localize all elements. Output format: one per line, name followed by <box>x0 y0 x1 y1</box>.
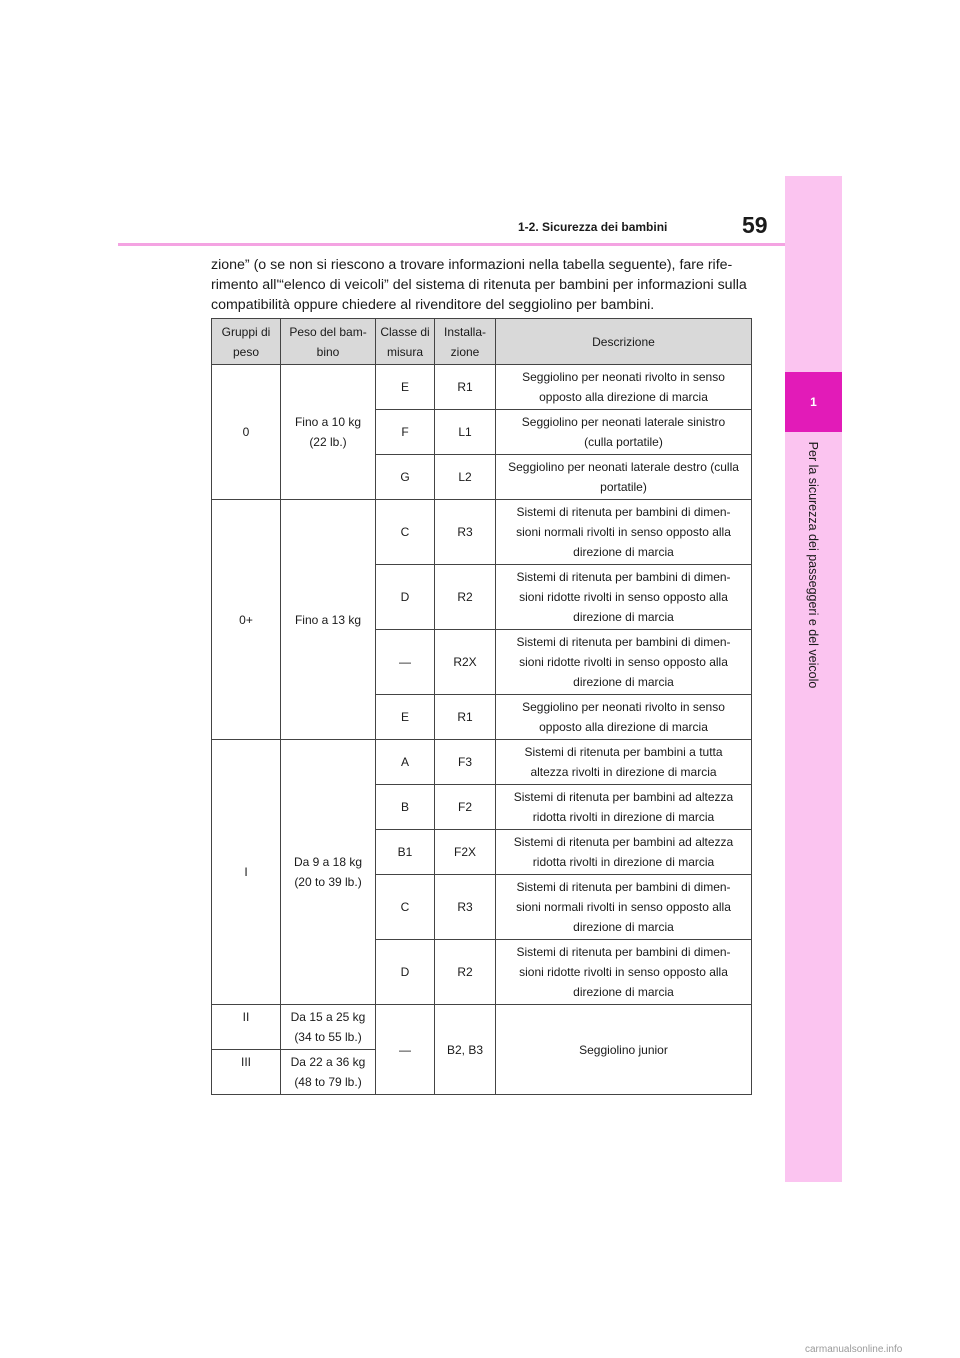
size-class-cell: G <box>376 455 435 500</box>
installation-cell: R3 <box>435 500 496 565</box>
header-divider <box>118 243 785 246</box>
chapter-number-tab[interactable]: 1 <box>785 372 842 432</box>
intro-paragraph: zione” (o se non si riescono a trovare informazioni nella tabella seguente), fare rife-rimento all'“elenco di veicoli” del sistema di ritenuta per bambini per informazioni sulla compatibilità oppure chiedere al rivenditore del seggiolino per bambini. <box>211 257 747 313</box>
size-class-cell: — <box>376 630 435 695</box>
weight-group-cell: I <box>212 740 281 1005</box>
child-seat-size-table <box>211 318 752 1095</box>
header-description: Descrizione <box>496 319 752 365</box>
table-row <box>212 740 752 785</box>
installation-cell: F2 <box>435 785 496 830</box>
installation-cell: B2, B3 <box>435 1005 496 1095</box>
chapter-title: Per la sicurezza dei passeggeri e del veicolo <box>806 441 820 689</box>
child-weight-cell: Fino a 13 kg <box>281 500 376 740</box>
size-class-cell: D <box>376 940 435 1005</box>
description-cell: Seggiolino junior <box>496 1005 752 1095</box>
size-class-cell: E <box>376 365 435 410</box>
header-child-weight: Peso del bam- bino <box>281 319 376 365</box>
description-cell: Seggiolino per neonati rivolto in senso opposto alla direzione di marcia <box>496 365 752 410</box>
description-cell: Sistemi di ritenuta per bambini ad altezza ridotta rivolti in direzione di marcia <box>496 830 752 875</box>
child-weight-cell: Da 9 a 18 kg (20 to 39 lb.) <box>281 740 376 1005</box>
description-cell: Sistemi di ritenuta per bambini di dimen- sioni normali rivolti in senso opposto alla direzione di marcia <box>496 500 752 565</box>
installation-cell: F3 <box>435 740 496 785</box>
header-size-class: Classe di misura <box>376 319 435 365</box>
size-class-cell: F <box>376 410 435 455</box>
weight-group-cell: III <box>212 1050 281 1095</box>
footer-watermark: carmanualsonline.info <box>805 1344 903 1355</box>
description-cell: Sistemi di ritenuta per bambini a tutta altezza rivolti in direzione di marcia <box>496 740 752 785</box>
installation-cell: R3 <box>435 875 496 940</box>
weight-group-cell: 0 <box>212 365 281 500</box>
page-number: 59 <box>742 212 768 238</box>
size-class-cell: A <box>376 740 435 785</box>
installation-cell: R2 <box>435 940 496 1005</box>
size-class-cell: E <box>376 695 435 740</box>
table-row <box>212 365 752 410</box>
size-class-cell: B1 <box>376 830 435 875</box>
child-weight-cell: Da 22 a 36 kg (48 to 79 lb.) <box>281 1050 376 1095</box>
installation-cell: R2X <box>435 630 496 695</box>
child-weight-cell: Da 15 a 25 kg (34 to 55 lb.) <box>281 1005 376 1050</box>
installation-cell: F2X <box>435 830 496 875</box>
installation-cell: R1 <box>435 695 496 740</box>
description-cell: Seggiolino per neonati laterale sinistro (culla portatile) <box>496 410 752 455</box>
size-class-cell: C <box>376 875 435 940</box>
child-weight-cell: Fino a 10 kg (22 lb.) <box>281 365 376 500</box>
table-row <box>212 500 752 565</box>
table-header-row <box>212 319 752 365</box>
description-cell: Sistemi di ritenuta per bambini di dimen- sioni normali rivolti in senso opposto alla direzione di marcia <box>496 875 752 940</box>
installation-cell: L2 <box>435 455 496 500</box>
installation-cell: L1 <box>435 410 496 455</box>
description-cell: Seggiolino per neonati laterale destro (culla portatile) <box>496 455 752 500</box>
size-class-cell: D <box>376 565 435 630</box>
description-cell: Sistemi di ritenuta per bambini ad altezza ridotta rivolti in direzione di marcia <box>496 785 752 830</box>
description-cell: Sistemi di ritenuta per bambini di dimen- sioni ridotte rivolti in senso opposto alla direzione di marcia <box>496 630 752 695</box>
size-class-cell: C <box>376 500 435 565</box>
weight-group-cell: II <box>212 1005 281 1050</box>
table-row <box>212 1005 752 1050</box>
installation-cell: R2 <box>435 565 496 630</box>
installation-cell: R1 <box>435 365 496 410</box>
size-class-cell: — <box>376 1005 435 1095</box>
header-weight-group: Gruppi di peso <box>212 319 281 365</box>
size-class-cell: B <box>376 785 435 830</box>
description-cell: Sistemi di ritenuta per bambini di dimen- sioni ridotte rivolti in senso opposto alla direzione di marcia <box>496 565 752 630</box>
weight-group-cell: 0+ <box>212 500 281 740</box>
description-cell: Seggiolino per neonati rivolto in senso opposto alla direzione di marcia <box>496 695 752 740</box>
description-cell: Sistemi di ritenuta per bambini di dimen- sioni ridotte rivolti in senso opposto alla direzione di marcia <box>496 940 752 1005</box>
header-installation: Installa- zione <box>435 319 496 365</box>
section-title: 1-2. Sicurezza dei bambini <box>518 220 668 234</box>
